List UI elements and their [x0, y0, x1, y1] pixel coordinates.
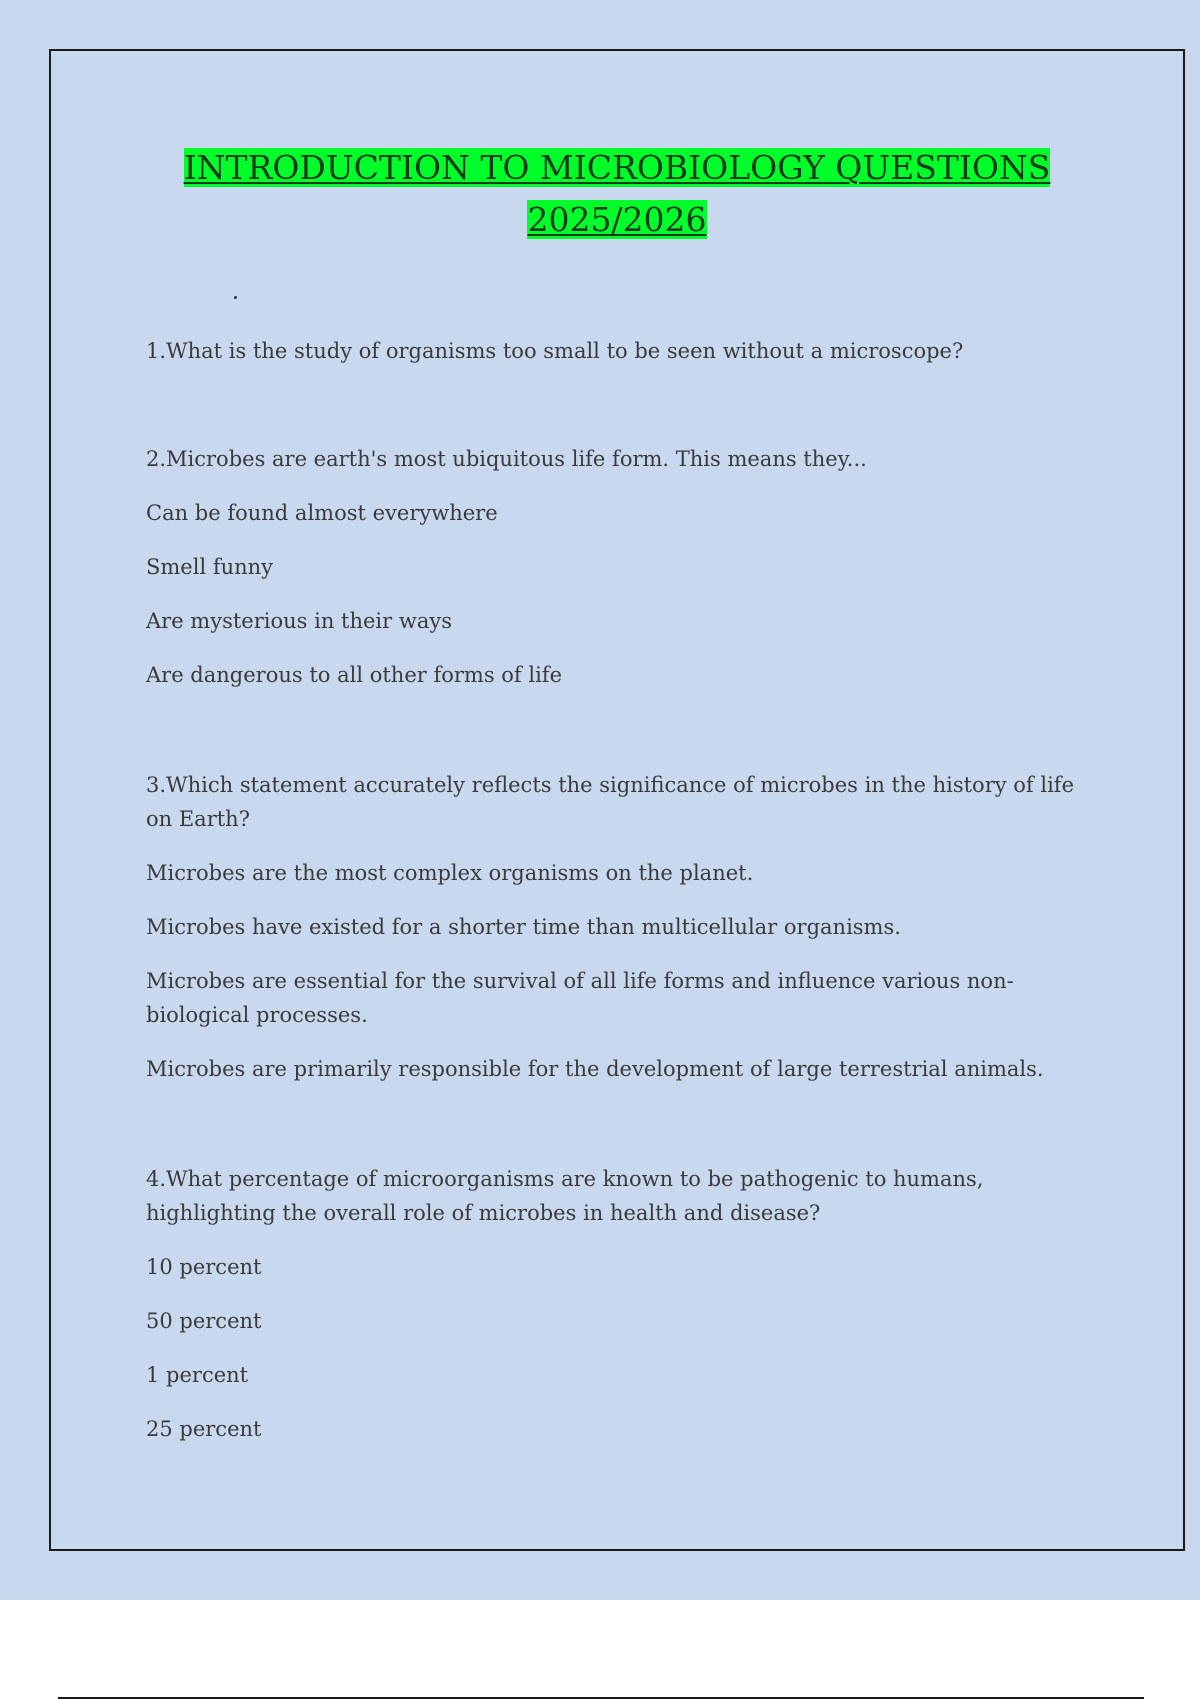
question-4-option-3: 1 percent: [146, 1363, 249, 1387]
title-line-2: 2025/2026: [527, 200, 707, 239]
question-4-option-2: 50 percent: [146, 1309, 262, 1333]
document-title: [0, 142, 1200, 246]
question-3-text: 3.Which statement accurately reflects the significance of microbes in the history of life on Earth?: [146, 773, 1074, 831]
question-1-text: 1.What is the study of organisms too small to be seen without a microscope?: [146, 339, 964, 363]
title-line-1: INTRODUCTION TO MICROBIOLOGY QUESTIONS: [183, 148, 1051, 187]
question-3-option-4: Microbes are primarily responsible for the development of large terrestrial animals.: [146, 1057, 1044, 1081]
question-2-text: 2.Microbes are earth's most ubiquitous life form. This means they...: [146, 447, 867, 471]
question-2-option-1: Can be found almost everywhere: [146, 501, 498, 525]
question-4-text: 4.What percentage of microorganisms are known to be pathogenic to humans, highlighting the overall role of microbes in health and disease?: [146, 1167, 984, 1225]
question-2-option-4: Are dangerous to all other forms of life: [146, 663, 563, 687]
stray-dot-mark: [234, 296, 237, 299]
question-2-option-2: Smell funny: [146, 555, 274, 579]
question-3-option-2: Microbes have existed for a shorter time than multicellular organisms.: [146, 915, 901, 939]
question-4-option-1: 10 percent: [146, 1255, 262, 1279]
question-4-option-4: 25 percent: [146, 1417, 262, 1441]
footer-rule: [58, 1697, 1144, 1699]
question-3-option-3: Microbes are essential for the survival of all life forms and influence various non-biological processes.: [146, 969, 1014, 1027]
question-3-option-1: Microbes are the most complex organisms on the planet.: [146, 861, 754, 885]
question-2-option-3: Are mysterious in their ways: [146, 609, 452, 633]
